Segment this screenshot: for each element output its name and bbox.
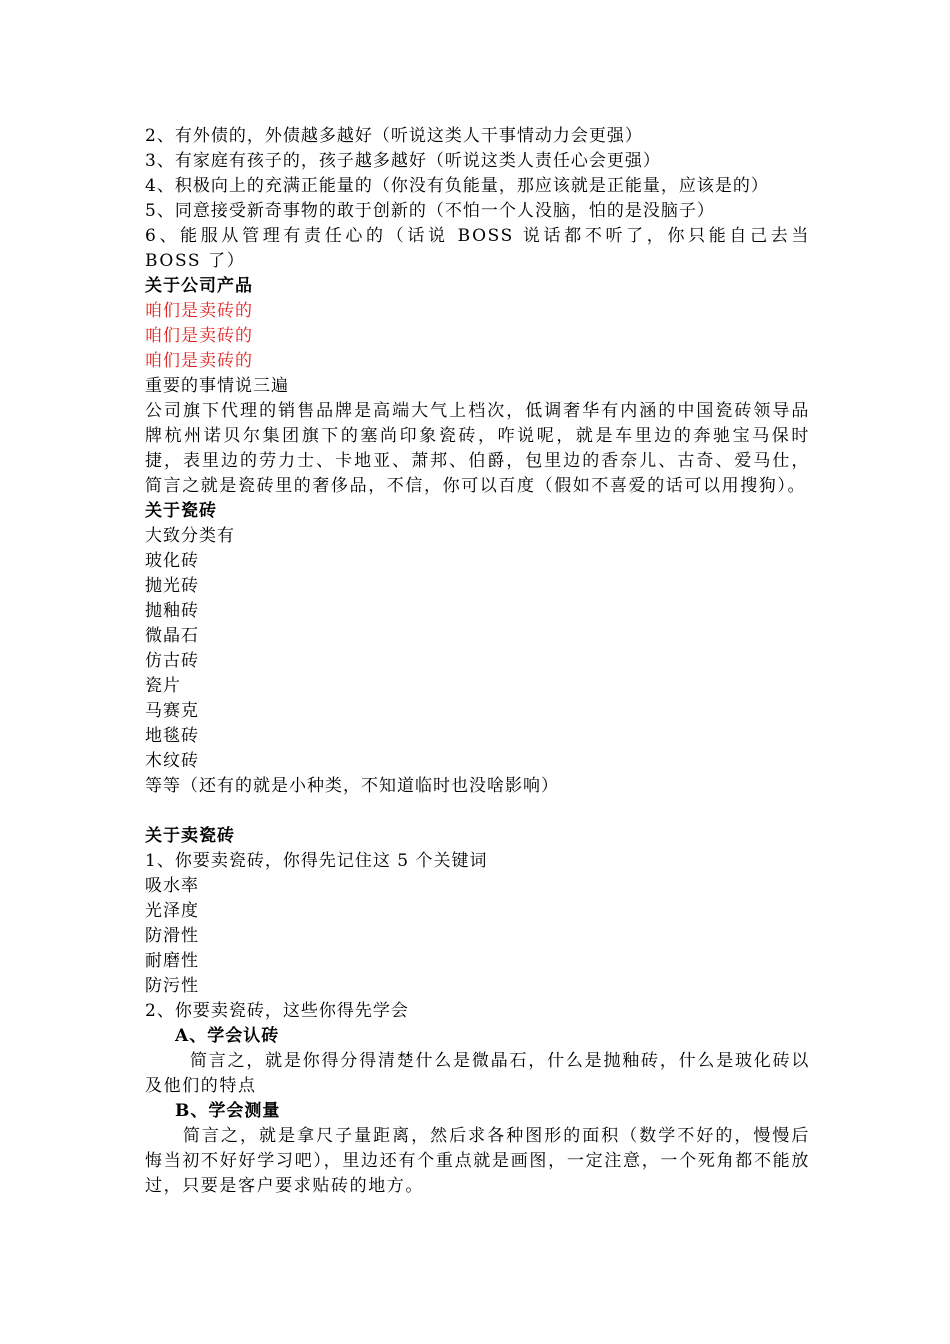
tile-type-item: 马赛克 [145, 701, 199, 721]
list-item: 2、有外债的，外债越多越好（听说这类人干事情动力会更强） [145, 126, 643, 146]
sub-heading-b: B、学会测量 [175, 1101, 281, 1121]
list-item: 6、能服从管理有责任心的（话说 BOSS 说话都不听了，你只能自己去当 BOSS 了） [145, 226, 810, 271]
document-page [145, 124, 810, 1199]
highlight-line: 咱们是卖砖的 [145, 351, 253, 371]
tiles-outro: 等等（还有的就是小种类，不知道临时也没啥影响） [145, 776, 559, 796]
selling-point-1: 1、你要卖瓷砖，你得先记住这 5 个关键词 [145, 851, 488, 871]
product-paragraph: 公司旗下代理的销售品牌是高端大气上档次，低调奢华有内涵的中国瓷砖领导品牌杭州诺贝尔集团旗下的塞尚印象瓷砖，咋说呢，就是车里边的奔驰宝马保时捷，表里边的劳力士、卡地亚、萧邦、伯爵，包里边的香奈儿、古奇、爱马仕，简言之就是瓷砖里的奢侈品，不信，你可以百度（假如不喜爱的话可以用搜狗）。 [145, 401, 810, 496]
section-heading-selling: 关于卖瓷砖 [145, 826, 235, 846]
tile-type-item: 抛光砖 [145, 576, 199, 596]
keyword-item: 耐磨性 [145, 951, 199, 971]
keyword-item: 吸水率 [145, 876, 199, 896]
tile-type-item: 瓷片 [145, 676, 181, 696]
section-heading-product: 关于公司产品 [145, 276, 253, 296]
list-item: 4、积极向上的充满正能量的（你没有负能量，那应该就是正能量，应该是的） [145, 176, 769, 196]
section-heading-tiles: 关于瓷砖 [145, 501, 217, 521]
keyword-item: 防滑性 [145, 926, 199, 946]
highlight-line: 咱们是卖砖的 [145, 326, 253, 346]
sub-heading-a: A、学会认砖 [175, 1026, 280, 1046]
keyword-item: 光泽度 [145, 901, 199, 921]
sub-b-text: 简言之，就是拿尺子量距离，然后求各种图形的面积（数学不好的，慢慢后悔当初不好好学习吧），里边还有个重点就是画图，一定注意，一个死角都不能放过，只要是客户要求贴砖的地方。 [145, 1126, 810, 1196]
selling-point-2: 2、你要卖瓷砖，这些你得先学会 [145, 1001, 409, 1021]
list-item: 3、有家庭有孩子的，孩子越多越好（听说这类人责任心会更强） [145, 151, 661, 171]
highlight-line: 咱们是卖砖的 [145, 301, 253, 321]
tile-type-item: 微晶石 [145, 626, 199, 646]
tile-type-item: 仿古砖 [145, 651, 199, 671]
repeat-note: 重要的事情说三遍 [145, 376, 289, 396]
tile-type-item: 地毯砖 [145, 726, 199, 746]
blank-line [145, 799, 810, 824]
tile-type-item: 玻化砖 [145, 551, 199, 571]
keyword-item: 防污性 [145, 976, 199, 996]
tile-type-item: 木纹砖 [145, 751, 199, 771]
sub-a-text: 简言之，就是你得分得清楚什么是微晶石，什么是抛釉砖，什么是玻化砖以及他们的特点 [145, 1051, 810, 1096]
list-item: 5、同意接受新奇事物的敢于创新的（不怕一个人没脑，怕的是没脑子） [145, 201, 715, 221]
tiles-intro: 大致分类有 [145, 526, 235, 546]
tile-type-item: 抛釉砖 [145, 601, 199, 621]
